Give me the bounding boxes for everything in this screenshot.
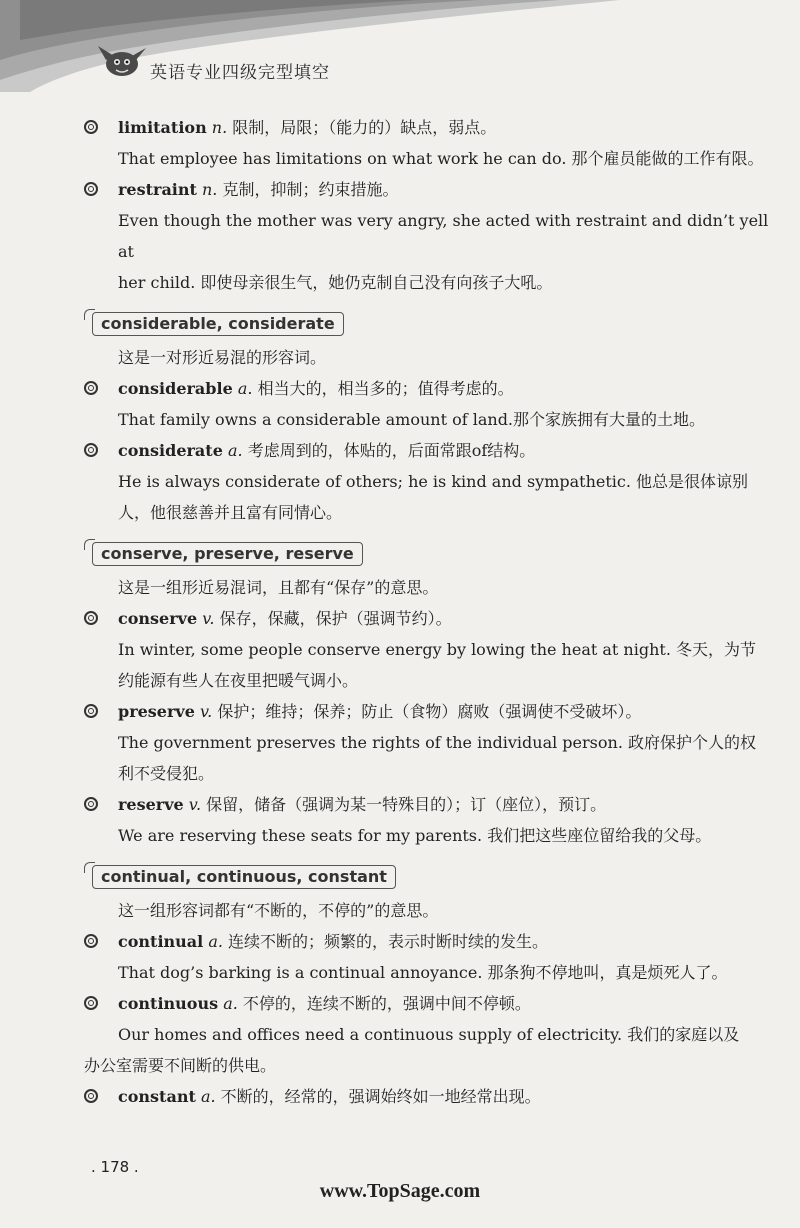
entry-example: The government preserves the rights of the individual person. 政府保护个人的权 xyxy=(118,733,756,752)
entry-word: continual xyxy=(118,932,204,951)
circle-bullet-icon xyxy=(84,381,98,395)
entry-example: Even though the mother was very angry, she acted with restraint and didn’t yell at xyxy=(118,211,769,261)
entry-definition: 不断的，经常的，强调始终如一地经常出现。 xyxy=(220,1087,541,1106)
entry-continual xyxy=(84,926,784,988)
entry-restraint xyxy=(84,174,784,298)
entry-conserve xyxy=(84,603,784,696)
entry-example: That dog’s barking is a continual annoyance. 那条狗不停地叫，真是烦死人了。 xyxy=(118,963,728,982)
footer-url: www.TopSage.com xyxy=(319,1180,481,1202)
entry-pos: a. xyxy=(223,994,238,1013)
entry-pos: n. xyxy=(211,118,228,137)
entry-pos: a. xyxy=(208,932,223,951)
page-content xyxy=(84,112,784,1112)
entry-definition: 克制，抑制；约束措施。 xyxy=(222,180,399,199)
section-intro: 这是一组形近易混词，且都有“保存”的意思。 xyxy=(118,578,439,597)
section-heading: continual, continuous, constant xyxy=(92,865,396,889)
entry-word: conserve xyxy=(118,609,198,628)
entry-definition: 保护；维持；保养；防止（食物）腐败（强调使不受破坏）。 xyxy=(217,702,642,721)
entry-continuous xyxy=(84,988,784,1081)
page-number: . 178 . xyxy=(91,1158,139,1176)
circle-bullet-icon xyxy=(84,443,98,457)
section-intro: 这是一对形近易混的形容词。 xyxy=(118,348,327,367)
entry-example-cont: 办公室需要不间断的供电。 xyxy=(84,1056,277,1075)
entry-pos: a. xyxy=(237,379,253,398)
entry-pos: v. xyxy=(188,795,202,814)
entry-example-cont: her child. 即使母亲很生气，她仍克制自己没有向孩子大吼。 xyxy=(118,273,553,292)
entry-word: restraint xyxy=(118,180,197,199)
entry-word: preserve xyxy=(118,702,195,721)
entry-pos: v. xyxy=(199,702,213,721)
entry-example: Our homes and offices need a continuous supply of electricity. 我们的家庭以及 xyxy=(118,1025,740,1044)
entry-example: We are reserving these seats for my parents. 我们把这些座位留给我的父母。 xyxy=(118,826,712,845)
entry-limitation xyxy=(84,112,784,174)
circle-bullet-icon xyxy=(84,1089,98,1103)
entry-definition: 限制，局限；（能力的）缺点，弱点。 xyxy=(232,118,497,137)
circle-bullet-icon xyxy=(84,611,98,625)
mascot-icon xyxy=(98,40,148,80)
circle-bullet-icon xyxy=(84,797,98,811)
entry-word: reserve xyxy=(118,795,184,814)
circle-bullet-icon xyxy=(84,704,98,718)
entry-constant xyxy=(84,1081,784,1112)
entry-definition: 相当大的，相当多的；值得考虑的。 xyxy=(257,379,514,398)
circle-bullet-icon xyxy=(84,934,98,948)
entry-example-cont: 约能源有些人在夜里把暖气调小。 xyxy=(118,671,359,690)
entry-example: He is always considerate of others; he is kind and sympathetic. 他总是很体谅别 xyxy=(118,472,749,491)
circle-bullet-icon xyxy=(84,120,98,134)
entry-example: In winter, some people conserve energy by lowing the heat at night. 冬天，为节 xyxy=(118,640,757,659)
circle-bullet-icon xyxy=(84,996,98,1010)
section-heading: considerable, considerate xyxy=(92,312,344,336)
entry-example-cont: 人，他很慈善并且富有同情心。 xyxy=(118,503,343,522)
entry-example: That employee has limitations on what work he can do. 那个雇员能做的工作有限。 xyxy=(118,149,764,168)
entry-pos: a. xyxy=(200,1087,216,1106)
entry-example: That family owns a considerable amount of land.那个家族拥有大量的土地。 xyxy=(118,410,706,429)
entry-word: constant xyxy=(118,1087,196,1106)
entry-definition: 保留，储备（强调为某一特殊目的）；订（座位），预订。 xyxy=(206,795,607,814)
entry-pos: n. xyxy=(202,180,218,199)
entry-word: considerate xyxy=(118,441,223,460)
entry-definition: 连续不断的；频繁的，表示时断时续的发生。 xyxy=(228,932,549,951)
entry-pos: a. xyxy=(227,441,243,460)
entry-example-cont: 利不受侵犯。 xyxy=(118,764,215,783)
entry-considerate xyxy=(84,435,784,528)
section-heading: conserve, preserve, reserve xyxy=(92,542,363,566)
entry-preserve xyxy=(84,696,784,789)
entry-word: limitation xyxy=(118,118,207,137)
circle-bullet-icon xyxy=(84,182,98,196)
entry-definition: 考虑周到的，体贴的，后面常跟of结构。 xyxy=(247,441,536,460)
entry-reserve xyxy=(84,789,784,851)
entry-pos: v. xyxy=(202,609,215,628)
book-title: 英语专业四级完型填空 xyxy=(150,63,330,83)
entry-word: continuous xyxy=(118,994,219,1013)
entry-considerable xyxy=(84,373,784,435)
entry-definition: 保存，保藏，保护（强调节约）。 xyxy=(219,609,452,628)
entry-definition: 不停的，连续不断的，强调中间不停顿。 xyxy=(242,994,531,1013)
entry-word: considerable xyxy=(118,379,233,398)
section-intro: 这一组形容词都有“不断的，不停的”的意思。 xyxy=(118,901,439,920)
